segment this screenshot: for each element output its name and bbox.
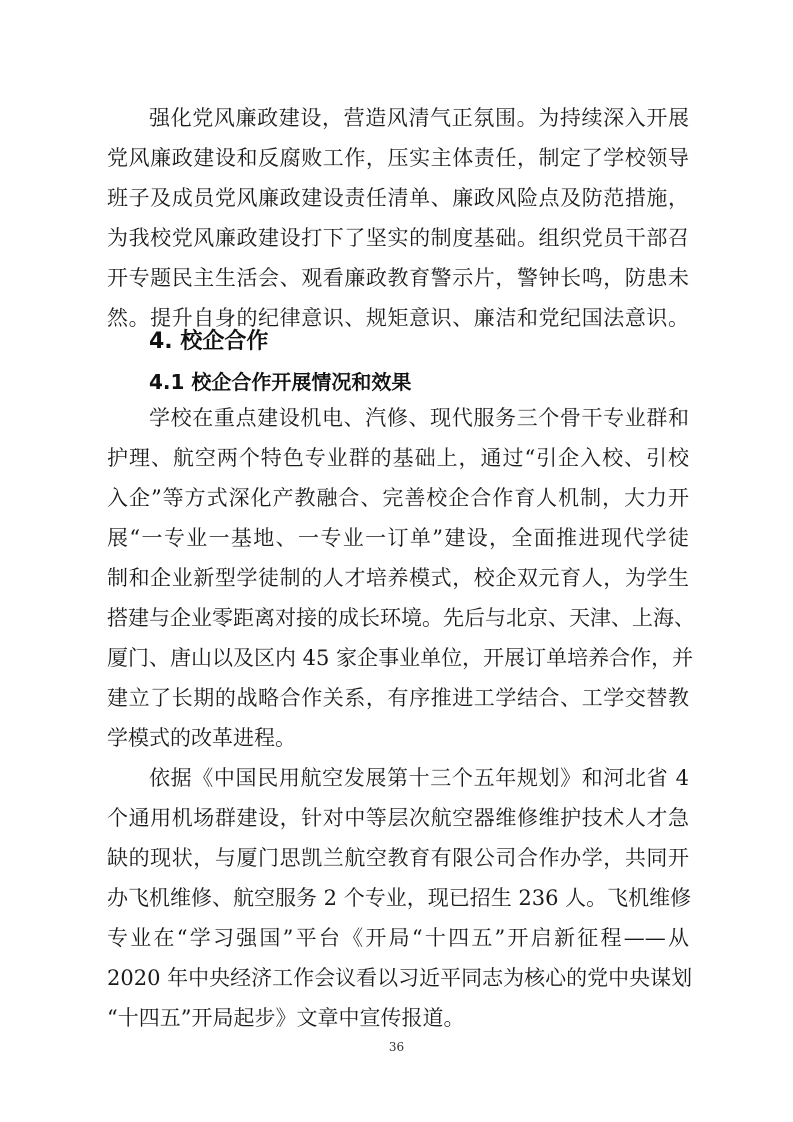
- paragraph-2-line-4: 展“一专业一基地、一专业一订单”建设，全面推进现代学徒: [107, 526, 689, 550]
- section-heading: 4. 校企合作: [149, 329, 269, 354]
- paragraph-3-line-3: 缺的现状，与厦门思凯兰航空教育有限公司合作办学，共同开: [107, 846, 689, 870]
- paragraph-1-line-1: 强化党风廉政建设，营造风清气正氛围。为持续深入开展: [149, 106, 689, 130]
- paragraph-1-line-3: 班子及成员党风廉政建设责任清单、廉政风险点及防范措施，: [107, 186, 689, 210]
- paragraph-3-line-1: 依据《中国民用航空发展第十三个五年规划》和河北省 4: [149, 766, 689, 790]
- paragraph-2-line-5: 制和企业新型学徒制的人才培养模式，校企双元育人，为学生: [107, 566, 689, 590]
- paragraph-3-line-5: 专业在“学习强国”平台《开局“十四五”开启新征程——从: [107, 926, 689, 950]
- subsection-heading: 4.1 校企合作开展情况和效果: [149, 370, 412, 394]
- paragraph-2-line-8: 建立了长期的战略合作关系，有序推进工学结合、工学交替教: [107, 686, 689, 710]
- paragraph-3-line-4: 办飞机维修、航空服务 2 个专业，现已招生 236 人。飞机维修: [107, 886, 692, 910]
- paragraph-2-line-7: 厦门、唐山以及区内 45 家企事业单位，开展订单培养合作，并: [107, 646, 694, 670]
- paragraph-2-line-9: 学模式的改革进程。: [107, 726, 296, 750]
- paragraph-1-line-6: 然。提升自身的纪律意识、规矩意识、廉洁和党纪国法意识。: [107, 306, 689, 330]
- paragraph-1-line-2: 党风廉政建设和反腐败工作，压实主体责任，制定了学校领导: [107, 146, 689, 170]
- paragraph-3-line-6: 2020 年中央经济工作会议看以习近平同志为核心的党中央谋划: [107, 966, 693, 990]
- paragraph-2-line-6: 搭建与企业零距离对接的成长环境。先后与北京、天津、上海、: [107, 606, 695, 630]
- paragraph-2-line-1: 学校在重点建设机电、汽修、现代服务三个骨干专业群和: [149, 406, 689, 430]
- paragraph-3-line-7: “十四五”开局起步》文章中宣传报道。: [107, 1006, 465, 1030]
- paragraph-3-line-2: 个通用机场群建设，针对中等层次航空器维修维护技术人才急: [107, 806, 689, 830]
- paragraph-1-line-5: 开专题民主生活会、观看廉政教育警示片，警钟长鸣，防患未: [107, 266, 689, 290]
- paragraph-1-line-4: 为我校党风廉政建设打下了坚实的制度基础。组织党员干部召: [107, 226, 689, 250]
- paragraph-2-line-2: 护理、航空两个特色专业群的基础上，通过“引企入校、引校: [107, 446, 689, 470]
- paragraph-2-line-3: 入企”等方式深化产教融合、完善校企合作育人机制，大力开: [107, 486, 689, 510]
- page-number: 36: [388, 1040, 405, 1054]
